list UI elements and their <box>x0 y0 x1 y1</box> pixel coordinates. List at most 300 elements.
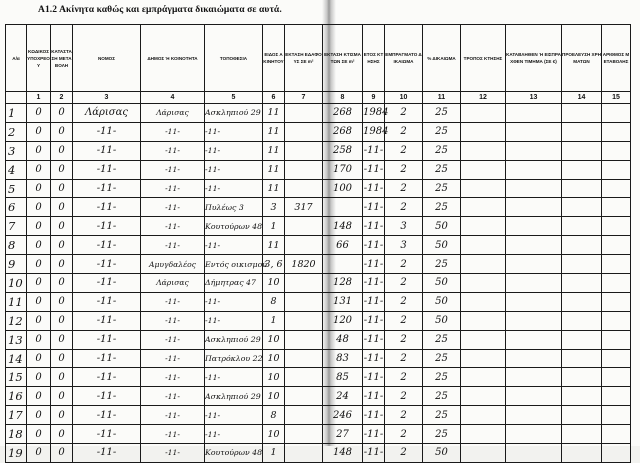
column-header-label: ΤΟΠΟΘΕΣΙΑ <box>219 55 248 61</box>
table-cell: 2 <box>385 406 423 425</box>
table-cell <box>285 425 323 444</box>
table-cell: -11- <box>141 368 205 387</box>
table-cell: -11- <box>73 255 141 274</box>
table-cell <box>285 179 323 198</box>
table-cell: -11- <box>73 368 141 387</box>
table-cell: 0 <box>27 179 51 198</box>
table-cell: 0 <box>27 160 51 179</box>
table-cell <box>285 141 323 160</box>
table-cell: 0 <box>51 425 73 444</box>
table-cell <box>602 292 631 311</box>
table-cell <box>562 179 602 198</box>
table-cell <box>562 274 602 293</box>
table-cell: 0 <box>27 255 51 274</box>
table-cell: -11- <box>205 368 263 387</box>
table-row <box>6 349 631 368</box>
table-cell <box>461 198 506 217</box>
column-header <box>385 25 423 92</box>
table-row <box>6 104 631 123</box>
table-cell: 0 <box>27 104 51 123</box>
table-cell: 16 <box>6 387 27 406</box>
table-cell: 25 <box>423 141 461 160</box>
table-cell <box>506 198 562 217</box>
table-cell: 6 <box>6 198 27 217</box>
table-cell: 83 <box>323 349 363 368</box>
table-cell <box>562 425 602 444</box>
table-cell: -11- <box>141 387 205 406</box>
table-cell <box>461 330 506 349</box>
table-row <box>6 425 631 444</box>
table-cell: 18 <box>6 425 27 444</box>
table-row <box>6 122 631 141</box>
table-cell <box>602 198 631 217</box>
table-cell: Εντός οικισμού <box>205 255 263 274</box>
table-cell: -11- <box>205 236 263 255</box>
table-cell <box>602 444 631 463</box>
table-cell: 8 <box>6 236 27 255</box>
table-cell <box>461 141 506 160</box>
column-number: 10 <box>385 92 423 104</box>
column-header <box>285 25 323 92</box>
column-header <box>205 25 263 92</box>
table-cell: 0 <box>27 217 51 236</box>
table-cell: 25 <box>423 368 461 387</box>
table-cell: 50 <box>423 217 461 236</box>
table-cell: 148 <box>323 444 363 463</box>
table-cell: 2 <box>385 444 423 463</box>
table-cell: 2 <box>385 160 423 179</box>
table-cell <box>285 349 323 368</box>
column-header <box>73 25 141 92</box>
column-header-label: ΝΟΜΟΣ <box>97 55 116 61</box>
table-cell: -11- <box>73 425 141 444</box>
table-cell: 13 <box>6 330 27 349</box>
table-cell <box>602 160 631 179</box>
table-cell <box>506 368 562 387</box>
column-number-row <box>6 92 631 104</box>
table-cell <box>285 236 323 255</box>
table-cell: -11- <box>363 217 385 236</box>
table-cell: 10 <box>263 425 285 444</box>
column-number: 2 <box>51 92 73 104</box>
column-number: 3 <box>73 92 141 104</box>
table-row <box>6 255 631 274</box>
table-cell: 3 <box>385 217 423 236</box>
table-cell <box>461 160 506 179</box>
table-cell: 0 <box>51 330 73 349</box>
table-cell: -11- <box>205 425 263 444</box>
column-header-label: ΔΗΜΟΣ Ή ΚΟΙΝΟΤΗΤΑ <box>147 55 198 61</box>
table-cell: 148 <box>323 217 363 236</box>
column-number: 4 <box>141 92 205 104</box>
column-header-label: % ΔΙΚΑΙΩΜΑ <box>427 55 456 61</box>
table-cell <box>506 255 562 274</box>
table-cell: 8 <box>263 406 285 425</box>
table-cell: -11- <box>363 274 385 293</box>
table-cell: 0 <box>27 122 51 141</box>
table-cell: Πατρόκλου 22 <box>205 349 263 368</box>
table-cell: 0 <box>51 311 73 330</box>
table-cell: 2 <box>385 141 423 160</box>
table-cell <box>461 122 506 141</box>
table-cell: 11 <box>263 141 285 160</box>
table-cell <box>562 368 602 387</box>
column-header <box>363 25 385 92</box>
table-cell: -11- <box>363 179 385 198</box>
table-cell: 2 <box>385 198 423 217</box>
table-cell: -11- <box>73 217 141 236</box>
table-cell <box>285 160 323 179</box>
table-cell: 2 <box>385 425 423 444</box>
table-cell: 11 <box>263 104 285 123</box>
table-cell: 1984 <box>363 122 385 141</box>
table-cell <box>562 104 602 123</box>
table-cell <box>602 349 631 368</box>
table-cell <box>461 311 506 330</box>
table-cell: 25 <box>423 179 461 198</box>
table-cell: -11- <box>73 122 141 141</box>
table-cell: 0 <box>51 349 73 368</box>
table-cell: 25 <box>423 349 461 368</box>
table-cell <box>562 160 602 179</box>
table-cell <box>461 425 506 444</box>
table-cell <box>285 122 323 141</box>
table-cell <box>285 274 323 293</box>
table-cell: 1 <box>263 444 285 463</box>
column-number: 13 <box>506 92 562 104</box>
table-cell <box>285 368 323 387</box>
column-header <box>423 25 461 92</box>
table-cell <box>562 198 602 217</box>
column-header-label: ΚΑΤΑΒΛΗΘΕΝ Ή ΕΙΣΠΡΑΧΘΕΝ ΤΙΜΗΜΑ (ΣΕ €) <box>506 52 561 64</box>
table-cell: 0 <box>51 217 73 236</box>
table-cell: -11- <box>73 160 141 179</box>
table-cell: -11- <box>73 274 141 293</box>
table-cell: -11- <box>363 255 385 274</box>
table-cell: -11- <box>73 444 141 463</box>
table-cell <box>506 236 562 255</box>
table-cell: 4 <box>6 160 27 179</box>
table-cell <box>285 387 323 406</box>
table-cell: 11 <box>263 179 285 198</box>
table-cell: -11- <box>73 292 141 311</box>
table-cell: -11- <box>141 141 205 160</box>
table-cell: 8 <box>263 292 285 311</box>
table-row <box>6 217 631 236</box>
column-header-label: ΕΜΠΡΑΓΜΑΤΟ ΔΙΚΑΙΩΜΑ <box>385 52 422 64</box>
column-header <box>141 25 205 92</box>
table-cell <box>602 274 631 293</box>
table-cell <box>506 387 562 406</box>
table-cell: 7 <box>6 217 27 236</box>
table-row <box>6 141 631 160</box>
table-cell: Πυλέως 3 <box>205 198 263 217</box>
table-cell <box>602 368 631 387</box>
table-cell <box>506 406 562 425</box>
table-cell: 0 <box>27 198 51 217</box>
table-cell: -11- <box>363 425 385 444</box>
table-cell: 0 <box>27 311 51 330</box>
table-cell <box>461 236 506 255</box>
table-cell <box>285 311 323 330</box>
table-cell: 9 <box>6 255 27 274</box>
section-title: Α1.2 Ακίνητα καθώς και εμπράγματα δικαιώματα σε αυτά. <box>38 5 282 15</box>
table-cell: 25 <box>423 198 461 217</box>
table-cell: 50 <box>423 444 461 463</box>
table-cell <box>562 292 602 311</box>
column-header <box>562 25 602 92</box>
column-header-label: ΤΡΟΠΟΣ ΚΤΗΣΗΣ <box>463 55 503 61</box>
assets-table <box>5 24 631 463</box>
table-cell: -11- <box>73 349 141 368</box>
table-cell: -11- <box>363 292 385 311</box>
table-cell: 0 <box>27 141 51 160</box>
table-cell <box>602 330 631 349</box>
table-cell: 66 <box>323 236 363 255</box>
table-cell: 10 <box>263 330 285 349</box>
table-cell: 0 <box>51 444 73 463</box>
table-cell: -11- <box>205 406 263 425</box>
table-cell: 50 <box>423 236 461 255</box>
table-cell: -11- <box>141 236 205 255</box>
table-cell: Ασκληπιού 29 <box>205 104 263 123</box>
table-cell: 2 <box>385 368 423 387</box>
column-header-label: ΑΡΙΘΜΟΣ ΜΕΤΑΒΟΛΗΣ <box>602 52 630 64</box>
table-cell: 50 <box>423 311 461 330</box>
table-cell: 14 <box>6 349 27 368</box>
table-cell: 0 <box>51 179 73 198</box>
table-cell: 27 <box>323 425 363 444</box>
table-cell: 25 <box>423 160 461 179</box>
table-cell <box>506 444 562 463</box>
table-cell: 2 <box>385 330 423 349</box>
table-cell <box>461 274 506 293</box>
table-cell: 131 <box>323 292 363 311</box>
table-cell <box>602 122 631 141</box>
table-cell: 50 <box>423 274 461 293</box>
table-cell: 0 <box>51 292 73 311</box>
table-cell: 0 <box>51 236 73 255</box>
column-header <box>263 25 285 92</box>
table-cell <box>562 406 602 425</box>
table-cell: 10 <box>263 387 285 406</box>
table-cell <box>506 292 562 311</box>
column-number: 15 <box>602 92 631 104</box>
table-cell <box>562 141 602 160</box>
table-cell <box>562 330 602 349</box>
table-cell <box>461 406 506 425</box>
table-cell <box>602 141 631 160</box>
table-cell <box>461 444 506 463</box>
table-cell: 2 <box>385 179 423 198</box>
table-cell <box>506 104 562 123</box>
table-cell: 25 <box>423 122 461 141</box>
table-cell: 3 <box>385 236 423 255</box>
table-cell <box>506 217 562 236</box>
table-cell: -11- <box>141 160 205 179</box>
table-cell: 0 <box>27 292 51 311</box>
table-cell: 2 <box>385 387 423 406</box>
table-cell: 0 <box>51 406 73 425</box>
table-cell: 17 <box>6 406 27 425</box>
table-cell: 0 <box>27 274 51 293</box>
table-row <box>6 292 631 311</box>
table-row <box>6 387 631 406</box>
table-cell: 128 <box>323 274 363 293</box>
column-header <box>323 25 363 92</box>
table-cell: 2 <box>385 122 423 141</box>
table-cell <box>506 311 562 330</box>
table-cell: 268 <box>323 122 363 141</box>
table-cell: 25 <box>423 425 461 444</box>
table-cell: 268 <box>323 104 363 123</box>
table-cell <box>461 104 506 123</box>
table-row <box>6 198 631 217</box>
table-cell: -11- <box>205 160 263 179</box>
table-cell: Κουτούρων 48 <box>205 444 263 463</box>
table-cell: 48 <box>323 330 363 349</box>
table-cell: -11- <box>141 406 205 425</box>
table-cell: -11- <box>205 179 263 198</box>
table-cell: -11- <box>141 217 205 236</box>
table-cell: 0 <box>27 406 51 425</box>
table-cell: -11- <box>73 387 141 406</box>
table-cell: 11 <box>6 292 27 311</box>
table-cell: 5 <box>6 179 27 198</box>
table-cell: 0 <box>27 330 51 349</box>
table-cell: -11- <box>73 236 141 255</box>
table-cell: 10 <box>6 274 27 293</box>
table-cell <box>602 406 631 425</box>
table-cell <box>562 236 602 255</box>
table-cell: 25 <box>423 104 461 123</box>
table-row <box>6 160 631 179</box>
table-cell <box>602 236 631 255</box>
table-cell: 19 <box>6 444 27 463</box>
table-cell: 3 <box>263 198 285 217</box>
column-number <box>6 92 27 104</box>
table-cell: -11- <box>73 179 141 198</box>
table-cell: -11- <box>205 311 263 330</box>
table-cell: -11- <box>363 160 385 179</box>
column-number: 8 <box>323 92 363 104</box>
table-cell: 25 <box>423 330 461 349</box>
table-cell <box>461 292 506 311</box>
column-number: 5 <box>205 92 263 104</box>
table-cell: 0 <box>51 274 73 293</box>
table-cell: 0 <box>51 198 73 217</box>
table-cell: -11- <box>141 425 205 444</box>
table-cell <box>562 217 602 236</box>
table-cell: 11 <box>263 122 285 141</box>
table-cell <box>602 387 631 406</box>
table-cell: 2 <box>6 122 27 141</box>
table-row <box>6 179 631 198</box>
table-cell: 0 <box>51 255 73 274</box>
table-cell <box>506 425 562 444</box>
column-number: 9 <box>363 92 385 104</box>
table-row <box>6 368 631 387</box>
column-header-label: Α/α <box>12 55 20 61</box>
table-cell: 24 <box>323 387 363 406</box>
table-cell <box>562 255 602 274</box>
table-cell <box>562 349 602 368</box>
table-cell: 1 <box>263 217 285 236</box>
table-cell: -11- <box>141 444 205 463</box>
column-header-label: ΕΤΟΣ ΚΤΗΣΗΣ <box>363 52 384 64</box>
table-cell: Αμυγδαλέος <box>141 255 205 274</box>
table-cell <box>506 122 562 141</box>
column-number: 11 <box>423 92 461 104</box>
table-cell <box>506 160 562 179</box>
table-cell: 11 <box>263 236 285 255</box>
column-header-label: ΕΚΤΑΣΗ ΕΔΑΦΟΥΣ ΣΕ m² <box>285 52 322 64</box>
table-cell: -11- <box>363 349 385 368</box>
table-cell: 10 <box>263 368 285 387</box>
table-cell <box>506 274 562 293</box>
column-header <box>461 25 506 92</box>
table-cell: 0 <box>51 387 73 406</box>
table-cell <box>285 217 323 236</box>
table-cell <box>506 349 562 368</box>
table-cell: -11- <box>363 330 385 349</box>
table-cell <box>461 349 506 368</box>
table-cell <box>461 255 506 274</box>
table-cell: Δήμητρας 47 <box>205 274 263 293</box>
table-cell: -11- <box>363 198 385 217</box>
table-cell: -11- <box>141 122 205 141</box>
table-cell: -11- <box>363 368 385 387</box>
table-row <box>6 406 631 425</box>
header-row <box>6 25 631 92</box>
table-cell: -11- <box>205 122 263 141</box>
column-number: 1 <box>27 92 51 104</box>
table-cell <box>602 311 631 330</box>
table-cell: 246 <box>323 406 363 425</box>
table-cell: 0 <box>51 368 73 387</box>
table-cell: 120 <box>323 311 363 330</box>
table-cell: 317 <box>285 198 323 217</box>
table-cell: -11- <box>363 141 385 160</box>
table-cell: Λάρισας <box>141 104 205 123</box>
table-cell <box>506 179 562 198</box>
table-cell: -11- <box>141 292 205 311</box>
column-number: 7 <box>285 92 323 104</box>
table-row <box>6 444 631 463</box>
column-header <box>602 25 631 92</box>
table-cell <box>506 330 562 349</box>
table-cell: 0 <box>27 387 51 406</box>
table-cell: -11- <box>141 311 205 330</box>
table-cell: 0 <box>27 236 51 255</box>
column-number: 14 <box>562 92 602 104</box>
table-cell <box>602 179 631 198</box>
table-cell: 170 <box>323 160 363 179</box>
table-cell: 0 <box>27 349 51 368</box>
table-cell <box>285 292 323 311</box>
table-cell: 1 <box>6 104 27 123</box>
table-cell <box>562 387 602 406</box>
table-cell <box>285 444 323 463</box>
table-cell: 1984 <box>363 104 385 123</box>
table-cell: Ασκληπιού 29 <box>205 387 263 406</box>
table-cell: -11- <box>141 179 205 198</box>
table-cell: -11- <box>73 141 141 160</box>
column-number: 12 <box>461 92 506 104</box>
table-cell <box>602 425 631 444</box>
table-cell: -11- <box>73 406 141 425</box>
table-row <box>6 311 631 330</box>
